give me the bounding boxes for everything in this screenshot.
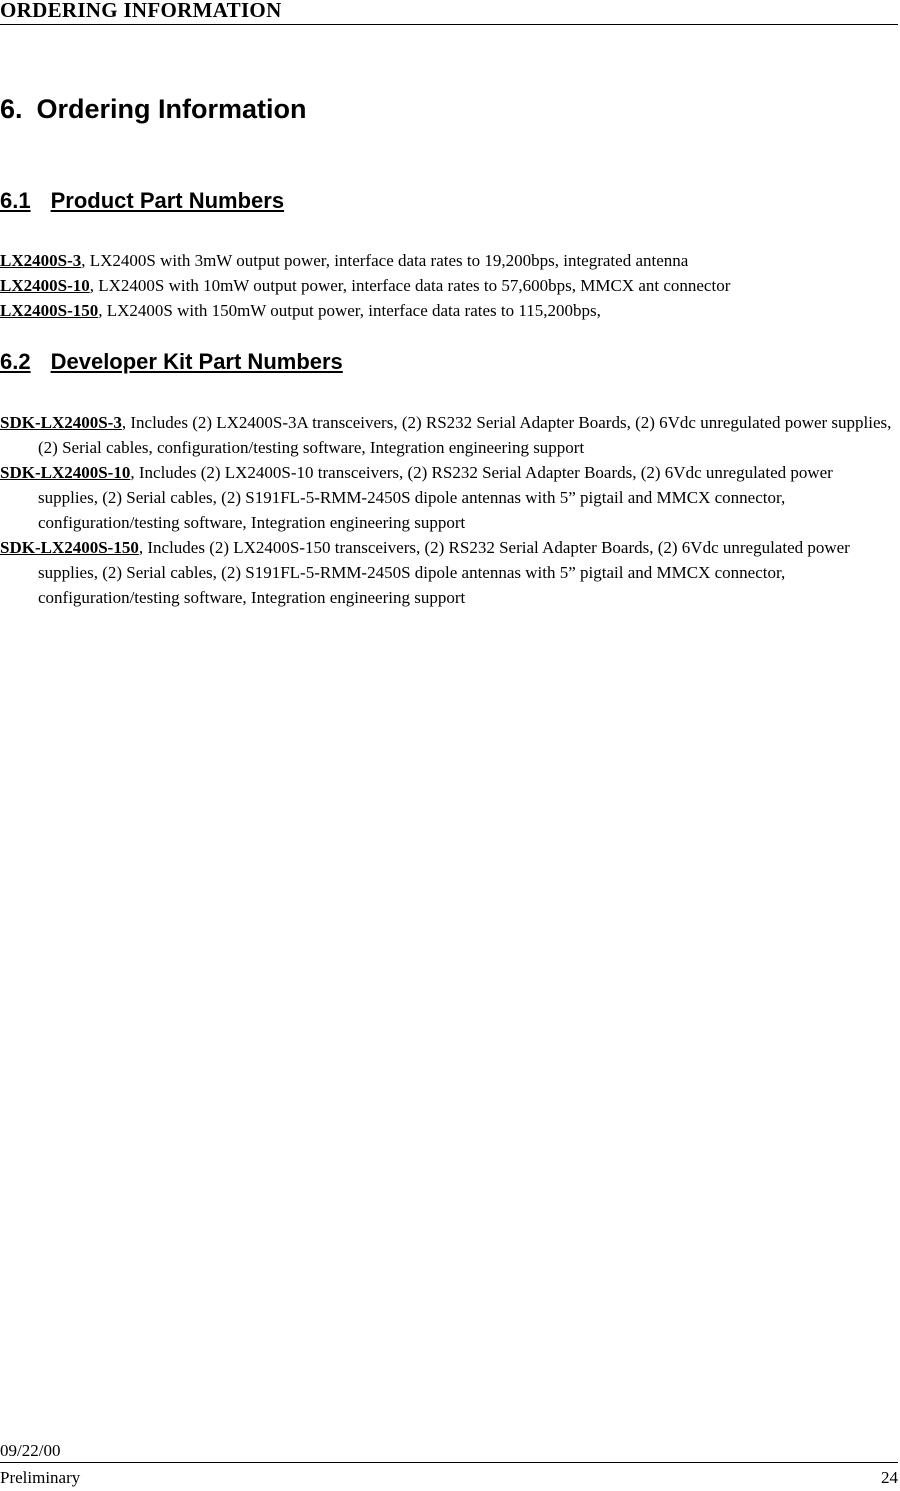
part-number: LX2400S-150	[0, 301, 99, 320]
part-number: LX2400S-10	[0, 276, 90, 295]
footer-status: Preliminary	[0, 1468, 81, 1487]
kit-description: , Includes (2) LX2400S-10 transceivers, (2) RS232 Serial Adapter Boards, (2) 6Vdc unregulated power supplies, (2) Serial cables, (2) S191FL-5-RMM-2450S dipole antennas with 5” pigtail and MMCX connector, configuration/testing software, Integration engineering support	[38, 463, 833, 532]
subsection-title: Developer Kit Part Numbers	[50, 349, 343, 374]
subsection-number: 6.1	[0, 188, 31, 213]
kit-part-number: SDK-LX2400S-10	[0, 463, 131, 482]
part-entry	[0, 248, 900, 273]
part-entry	[0, 273, 900, 298]
kit-entry	[0, 410, 892, 460]
subsection-heading-product-part-numbers	[0, 188, 284, 214]
kit-description: , Includes (2) LX2400S-150 transceivers, (2) RS232 Serial Adapter Boards, (2) 6Vdc unregulated power supplies, (2) Serial cables, (2) S191FL-5-RMM-2450S dipole antennas with 5” pigtail and MMCX connector, configuration/testing software, Integration engineering support	[38, 538, 850, 607]
section-title: Ordering Information	[36, 94, 307, 124]
subsection-number: 6.2	[0, 349, 31, 374]
part-description: , LX2400S with 150mW output power, interface data rates to 115,200bps,	[98, 301, 601, 320]
part-description: , LX2400S with 3mW output power, interface data rates to 19,200bps, integrated antenna	[81, 251, 689, 270]
part-number: LX2400S-3	[0, 251, 82, 270]
page-number: 24	[881, 1468, 898, 1487]
kit-description: , Includes (2) LX2400S-3A transceivers, (2) RS232 Serial Adapter Boards, (2) 6Vdc unregulated power supplies, (2) Serial cables, configuration/testing software, Integration engineering support	[38, 413, 892, 457]
kit-entry	[0, 460, 892, 535]
developer-kit-list	[0, 410, 892, 610]
kit-entry	[0, 535, 892, 610]
subsection-title: Product Part Numbers	[50, 188, 285, 213]
part-entry	[0, 298, 900, 323]
kit-part-number: SDK-LX2400S-150	[0, 538, 139, 557]
footer	[0, 1467, 898, 1489]
subsection-heading-developer-kit-part-numbers	[0, 349, 343, 375]
kit-part-number: SDK-LX2400S-3	[0, 413, 122, 432]
running-header: ORDERING INFORMATION	[0, 0, 898, 25]
part-description: , LX2400S with 10mW output power, interface data rates to 57,600bps, MMCX ant connector	[89, 276, 731, 295]
product-part-list	[0, 248, 900, 323]
footer-date: 09/22/00	[0, 1440, 898, 1463]
section-heading	[0, 92, 307, 126]
section-number: 6.	[0, 94, 23, 124]
